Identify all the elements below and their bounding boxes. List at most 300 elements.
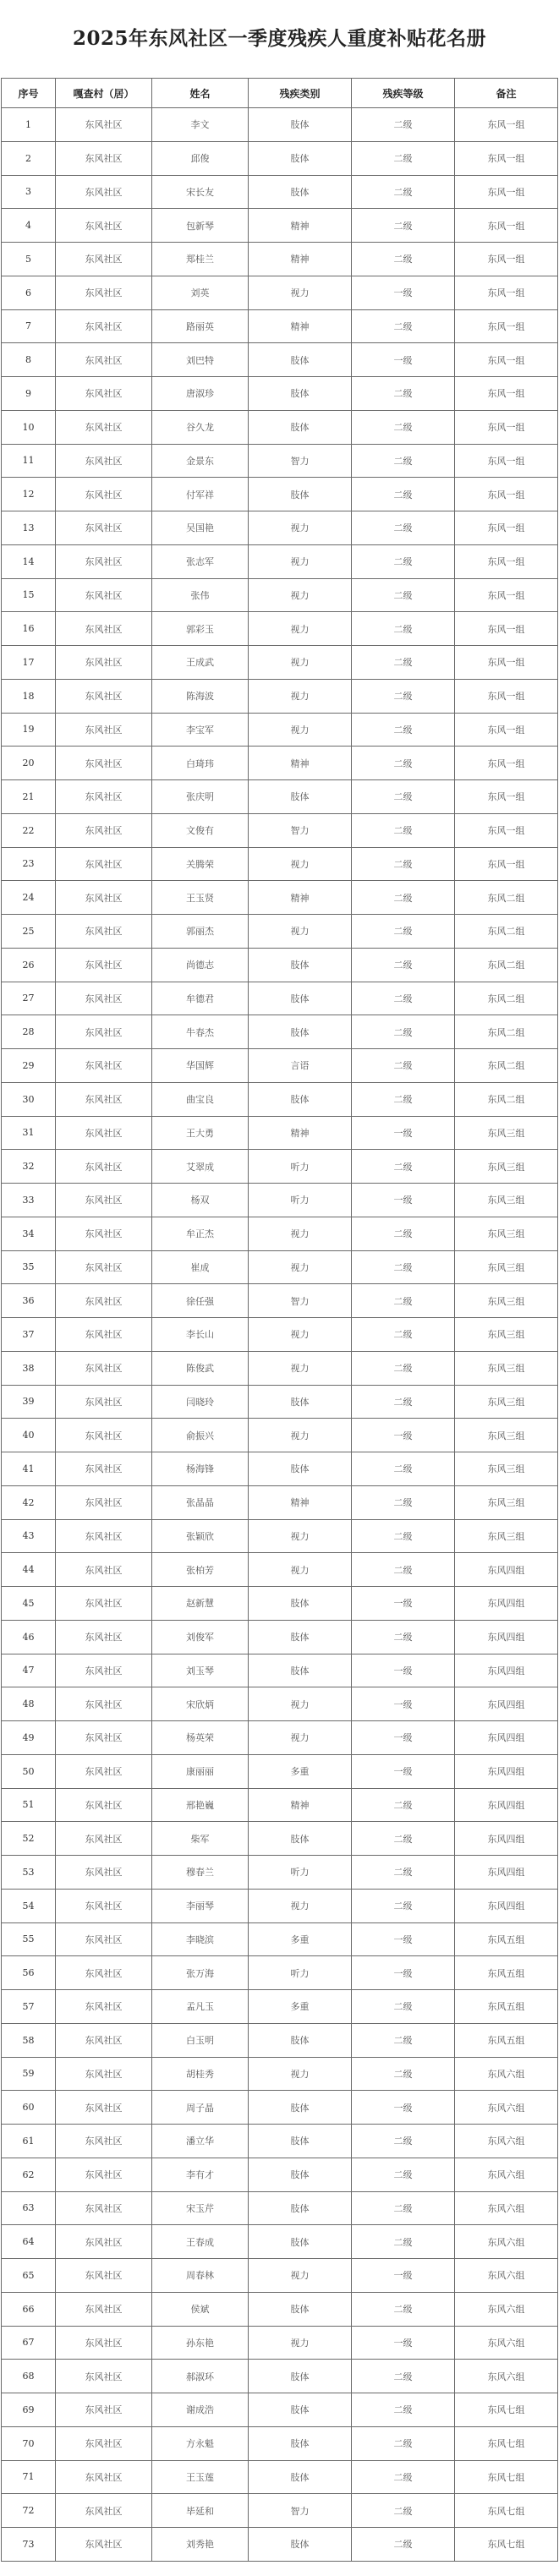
cell-village: 东风社区 (56, 612, 152, 646)
cell-remarks: 东风三组 (455, 1318, 558, 1352)
table-row (2, 1452, 558, 1486)
cell-village: 东风社区 (56, 2426, 152, 2460)
cell-remarks: 东风一组 (455, 679, 558, 713)
cell-remarks: 东风二组 (455, 1015, 558, 1049)
cell-disability-grade: 二级 (352, 1452, 455, 1486)
table-row (2, 2360, 558, 2393)
table-row (2, 679, 558, 713)
cell-disability-grade: 二级 (352, 1788, 455, 1822)
cell-name: 华国辉 (152, 1049, 249, 1083)
cell-disability-type: 肢体 (249, 1822, 352, 1856)
cell-village: 东风社区 (56, 511, 152, 545)
cell-index: 26 (2, 948, 56, 982)
table-row (2, 1049, 558, 1083)
cell-village: 东风社区 (56, 1452, 152, 1486)
cell-disability-grade: 二级 (352, 2494, 455, 2528)
cell-disability-type: 视力 (249, 578, 352, 612)
cell-name: 侯斌 (152, 2292, 249, 2326)
cell-disability-type: 视力 (249, 1889, 352, 1922)
table-row (2, 1856, 558, 1890)
roster-table (1, 78, 558, 2562)
column-header-disability-grade: 残疾等级 (352, 79, 455, 108)
cell-village: 东风社区 (56, 1385, 152, 1419)
cell-index: 23 (2, 847, 56, 881)
table-row (2, 1822, 558, 1856)
cell-disability-grade: 二级 (352, 1889, 455, 1922)
column-header-name: 姓名 (152, 79, 249, 108)
cell-index: 47 (2, 1654, 56, 1687)
cell-disability-type: 肢体 (249, 343, 352, 377)
cell-village: 东风社区 (56, 1116, 152, 1150)
cell-disability-grade: 二级 (352, 646, 455, 680)
cell-name: 宋长友 (152, 175, 249, 209)
column-header-remarks: 备注 (455, 79, 558, 108)
cell-village: 东风社区 (56, 2225, 152, 2259)
cell-index: 70 (2, 2426, 56, 2460)
cell-name: 康丽丽 (152, 1754, 249, 1788)
cell-village: 东风社区 (56, 2393, 152, 2427)
cell-disability-grade: 二级 (352, 377, 455, 411)
cell-disability-type: 视力 (249, 1217, 352, 1250)
table-row (2, 948, 558, 982)
cell-disability-type: 精神 (249, 309, 352, 343)
cell-village: 东风社区 (56, 478, 152, 511)
table-row (2, 2158, 558, 2191)
cell-disability-grade: 一级 (352, 343, 455, 377)
cell-name: 郝淑环 (152, 2360, 249, 2393)
cell-name: 吴国艳 (152, 511, 249, 545)
cell-name: 郑桂兰 (152, 243, 249, 276)
cell-village: 东风社区 (56, 1587, 152, 1621)
cell-disability-type: 精神 (249, 1116, 352, 1150)
cell-index: 3 (2, 175, 56, 209)
cell-remarks: 东风二组 (455, 915, 558, 949)
cell-disability-type: 肢体 (249, 1082, 352, 1116)
table-row (2, 1721, 558, 1755)
cell-village: 东风社区 (56, 847, 152, 881)
cell-village: 东风社区 (56, 1889, 152, 1922)
table-row (2, 108, 558, 142)
column-header-disability-type: 残疾类别 (249, 79, 352, 108)
table-header-row (2, 79, 558, 108)
cell-disability-type: 视力 (249, 2259, 352, 2293)
cell-remarks: 东风一组 (455, 544, 558, 578)
cell-name: 王大勇 (152, 1116, 249, 1150)
cell-name: 牟德君 (152, 982, 249, 1015)
cell-name: 陈海波 (152, 679, 249, 713)
table-row (2, 2225, 558, 2259)
cell-name: 杨双 (152, 1184, 249, 1217)
table-row (2, 1082, 558, 1116)
table-row (2, 2125, 558, 2158)
cell-village: 东风社区 (56, 1553, 152, 1587)
cell-disability-grade: 二级 (352, 747, 455, 780)
cell-name: 张万海 (152, 1956, 249, 1990)
cell-remarks: 东风四组 (455, 1687, 558, 1721)
cell-disability-type: 肢体 (249, 478, 352, 511)
cell-disability-type: 视力 (249, 2057, 352, 2091)
table-row (2, 847, 558, 881)
cell-remarks: 东风一组 (455, 309, 558, 343)
table-row (2, 2494, 558, 2528)
table-row (2, 1116, 558, 1150)
cell-name: 王玉莲 (152, 2460, 249, 2494)
cell-name: 陈俊武 (152, 1351, 249, 1385)
cell-disability-grade: 一级 (352, 1587, 455, 1621)
cell-disability-type: 肢体 (249, 2125, 352, 2158)
cell-disability-type: 精神 (249, 243, 352, 276)
cell-index: 14 (2, 544, 56, 578)
cell-village: 东风社区 (56, 2360, 152, 2393)
cell-disability-grade: 二级 (352, 2125, 455, 2158)
table-row (2, 209, 558, 243)
table-row (2, 1150, 558, 1184)
cell-village: 东风社区 (56, 1318, 152, 1352)
cell-disability-type: 多重 (249, 1754, 352, 1788)
cell-disability-grade: 二级 (352, 1485, 455, 1519)
cell-remarks: 东风四组 (455, 1721, 558, 1755)
cell-remarks: 东风一组 (455, 276, 558, 309)
table-row (2, 2292, 558, 2326)
cell-index: 8 (2, 343, 56, 377)
cell-name: 文俊有 (152, 813, 249, 847)
cell-disability-type: 肢体 (249, 2426, 352, 2460)
cell-village: 东风社区 (56, 1788, 152, 1822)
table-body (2, 108, 558, 2562)
table-row (2, 309, 558, 343)
cell-name: 唐淑珍 (152, 377, 249, 411)
table-row (2, 1184, 558, 1217)
cell-name: 刘俊军 (152, 1620, 249, 1654)
cell-disability-type: 精神 (249, 881, 352, 915)
cell-village: 东风社区 (56, 1015, 152, 1049)
cell-disability-grade: 二级 (352, 2460, 455, 2494)
cell-name: 付军祥 (152, 478, 249, 511)
cell-index: 30 (2, 1082, 56, 1116)
cell-remarks: 东风七组 (455, 2426, 558, 2460)
cell-village: 东风社区 (56, 1754, 152, 1788)
cell-index: 56 (2, 1956, 56, 1990)
cell-index: 25 (2, 915, 56, 949)
cell-village: 东风社区 (56, 377, 152, 411)
cell-index: 10 (2, 410, 56, 444)
cell-name: 李晓滨 (152, 1922, 249, 1956)
cell-disability-grade: 二级 (352, 1150, 455, 1184)
cell-remarks: 东风三组 (455, 1217, 558, 1250)
cell-index: 19 (2, 713, 56, 747)
cell-remarks: 东风一组 (455, 747, 558, 780)
cell-index: 60 (2, 2091, 56, 2125)
cell-name: 关腾荣 (152, 847, 249, 881)
cell-index: 27 (2, 982, 56, 1015)
cell-remarks: 东风四组 (455, 1788, 558, 1822)
cell-index: 66 (2, 2292, 56, 2326)
cell-village: 东风社区 (56, 2460, 152, 2494)
cell-village: 东风社区 (56, 309, 152, 343)
cell-disability-grade: 二级 (352, 578, 455, 612)
cell-name: 邢艳巍 (152, 1788, 249, 1822)
cell-index: 62 (2, 2158, 56, 2191)
cell-name: 张柏芳 (152, 1553, 249, 1587)
cell-village: 东风社区 (56, 1956, 152, 1990)
cell-disability-grade: 二级 (352, 2292, 455, 2326)
cell-name: 王玉贤 (152, 881, 249, 915)
cell-village: 东风社区 (56, 175, 152, 209)
table-row (2, 2528, 558, 2562)
cell-disability-grade: 二级 (352, 108, 455, 142)
cell-disability-grade: 二级 (352, 1620, 455, 1654)
table-row (2, 544, 558, 578)
cell-disability-grade: 一级 (352, 1419, 455, 1452)
cell-name: 张庆明 (152, 780, 249, 814)
cell-disability-grade: 二级 (352, 544, 455, 578)
cell-disability-grade: 二级 (352, 1082, 455, 1116)
cell-disability-type: 肢体 (249, 2460, 352, 2494)
cell-index: 32 (2, 1150, 56, 1184)
table-row (2, 2326, 558, 2360)
table-row (2, 2091, 558, 2125)
cell-name: 崔成 (152, 1250, 249, 1284)
table-row (2, 1553, 558, 1587)
cell-disability-grade: 二级 (352, 2158, 455, 2191)
cell-name: 毕延和 (152, 2494, 249, 2528)
cell-disability-type: 肢体 (249, 982, 352, 1015)
cell-disability-grade: 二级 (352, 141, 455, 175)
cell-disability-type: 肢体 (249, 175, 352, 209)
cell-name: 杨海锋 (152, 1452, 249, 1486)
cell-name: 潘立华 (152, 2125, 249, 2158)
cell-index: 71 (2, 2460, 56, 2494)
table-row (2, 1889, 558, 1922)
cell-name: 孙东艳 (152, 2326, 249, 2360)
cell-index: 9 (2, 377, 56, 411)
table-row (2, 1788, 558, 1822)
table-row (2, 1956, 558, 1990)
cell-disability-grade: 二级 (352, 1318, 455, 1352)
cell-disability-grade: 二级 (352, 2191, 455, 2225)
cell-name: 李宝军 (152, 713, 249, 747)
cell-index: 58 (2, 2023, 56, 2057)
cell-disability-type: 听力 (249, 1184, 352, 1217)
cell-remarks: 东风二组 (455, 1082, 558, 1116)
cell-index: 1 (2, 108, 56, 142)
cell-disability-grade: 二级 (352, 2393, 455, 2427)
cell-village: 东风社区 (56, 679, 152, 713)
cell-disability-type: 肢体 (249, 2091, 352, 2125)
cell-disability-grade: 二级 (352, 243, 455, 276)
cell-index: 15 (2, 578, 56, 612)
cell-village: 东风社区 (56, 2057, 152, 2091)
table-row (2, 2259, 558, 2293)
table-row (2, 1519, 558, 1553)
table-row (2, 2191, 558, 2225)
cell-village: 东风社区 (56, 343, 152, 377)
cell-index: 40 (2, 1419, 56, 1452)
cell-remarks: 东风一组 (455, 175, 558, 209)
cell-name: 张晶晶 (152, 1485, 249, 1519)
cell-index: 63 (2, 2191, 56, 2225)
cell-village: 东风社区 (56, 2326, 152, 2360)
cell-remarks: 东风五组 (455, 1956, 558, 1990)
cell-name: 张颖欣 (152, 1519, 249, 1553)
cell-index: 16 (2, 612, 56, 646)
cell-remarks: 东风六组 (455, 2091, 558, 2125)
column-header-index: 序号 (2, 79, 56, 108)
cell-index: 4 (2, 209, 56, 243)
cell-village: 东风社区 (56, 2494, 152, 2528)
cell-village: 东风社区 (56, 1620, 152, 1654)
table-row (2, 1687, 558, 1721)
cell-disability-grade: 二级 (352, 1856, 455, 1890)
cell-disability-type: 视力 (249, 1351, 352, 1385)
cell-village: 东风社区 (56, 2091, 152, 2125)
table-row (2, 377, 558, 411)
cell-remarks: 东风一组 (455, 141, 558, 175)
cell-disability-grade: 二级 (352, 2426, 455, 2460)
cell-disability-grade: 一级 (352, 1922, 455, 1956)
cell-disability-grade: 二级 (352, 813, 455, 847)
cell-disability-type: 肢体 (249, 2023, 352, 2057)
cell-name: 刘秀艳 (152, 2528, 249, 2562)
cell-name: 刘巴特 (152, 343, 249, 377)
cell-name: 路丽英 (152, 309, 249, 343)
cell-disability-type: 肢体 (249, 1015, 352, 1049)
cell-remarks: 东风六组 (455, 2225, 558, 2259)
cell-index: 69 (2, 2393, 56, 2427)
cell-name: 白琦玮 (152, 747, 249, 780)
cell-name: 郭彩玉 (152, 612, 249, 646)
cell-village: 东风社区 (56, 1687, 152, 1721)
cell-index: 55 (2, 1922, 56, 1956)
cell-disability-grade: 二级 (352, 175, 455, 209)
cell-name: 谢成浩 (152, 2393, 249, 2427)
cell-remarks: 东风二组 (455, 1049, 558, 1083)
cell-village: 东风社区 (56, 1856, 152, 1890)
cell-name: 宋欣炳 (152, 1687, 249, 1721)
cell-remarks: 东风一组 (455, 780, 558, 814)
cell-index: 11 (2, 444, 56, 478)
cell-disability-type: 听力 (249, 1856, 352, 1890)
cell-disability-type: 肢体 (249, 2158, 352, 2191)
cell-village: 东风社区 (56, 1217, 152, 1250)
table-row (2, 915, 558, 949)
cell-name: 李文 (152, 108, 249, 142)
cell-name: 白玉明 (152, 2023, 249, 2057)
cell-disability-type: 肢体 (249, 1654, 352, 1687)
cell-disability-type: 肢体 (249, 2360, 352, 2393)
cell-disability-grade: 二级 (352, 915, 455, 949)
cell-name: 郭丽杰 (152, 915, 249, 949)
cell-name: 谷久龙 (152, 410, 249, 444)
cell-disability-type: 视力 (249, 1721, 352, 1755)
cell-disability-type: 视力 (249, 713, 352, 747)
cell-index: 13 (2, 511, 56, 545)
cell-name: 邱俊 (152, 141, 249, 175)
cell-index: 49 (2, 1721, 56, 1755)
cell-disability-grade: 二级 (352, 780, 455, 814)
cell-name: 徐任强 (152, 1284, 249, 1318)
cell-remarks: 东风四组 (455, 1620, 558, 1654)
cell-remarks: 东风七组 (455, 2494, 558, 2528)
table-row (2, 1990, 558, 2024)
cell-name: 柴军 (152, 1822, 249, 1856)
page-title: 2025年东风社区一季度残疾人重度补贴花名册 (72, 27, 486, 50)
cell-name: 包新琴 (152, 209, 249, 243)
cell-disability-grade: 二级 (352, 309, 455, 343)
cell-name: 宋玉芹 (152, 2191, 249, 2225)
cell-disability-grade: 一级 (352, 276, 455, 309)
cell-disability-type: 视力 (249, 646, 352, 680)
cell-disability-type: 言语 (249, 1049, 352, 1083)
cell-disability-type: 视力 (249, 847, 352, 881)
cell-village: 东风社区 (56, 1184, 152, 1217)
cell-remarks: 东风二组 (455, 881, 558, 915)
table-row (2, 780, 558, 814)
cell-remarks: 东风四组 (455, 1587, 558, 1621)
cell-disability-grade: 二级 (352, 713, 455, 747)
table-row (2, 578, 558, 612)
cell-village: 东风社区 (56, 713, 152, 747)
table-row (2, 1351, 558, 1385)
cell-disability-type: 视力 (249, 2326, 352, 2360)
cell-village: 东风社区 (56, 982, 152, 1015)
cell-remarks: 东风四组 (455, 1856, 558, 1890)
cell-index: 18 (2, 679, 56, 713)
cell-name: 闫晓玲 (152, 1385, 249, 1419)
cell-index: 5 (2, 243, 56, 276)
cell-village: 东风社区 (56, 578, 152, 612)
cell-remarks: 东风三组 (455, 1485, 558, 1519)
cell-disability-grade: 二级 (352, 2225, 455, 2259)
cell-index: 20 (2, 747, 56, 780)
cell-remarks: 东风一组 (455, 410, 558, 444)
cell-disability-type: 视力 (249, 1250, 352, 1284)
cell-remarks: 东风二组 (455, 948, 558, 982)
cell-disability-type: 视力 (249, 1419, 352, 1452)
cell-disability-type: 视力 (249, 1519, 352, 1553)
cell-disability-type: 肢体 (249, 1587, 352, 1621)
cell-disability-type: 视力 (249, 544, 352, 578)
cell-remarks: 东风七组 (455, 2393, 558, 2427)
table-row (2, 982, 558, 1015)
cell-index: 51 (2, 1788, 56, 1822)
table-row (2, 747, 558, 780)
cell-remarks: 东风一组 (455, 108, 558, 142)
cell-remarks: 东风六组 (455, 2259, 558, 2293)
cell-disability-grade: 二级 (352, 511, 455, 545)
cell-remarks: 东风五组 (455, 1922, 558, 1956)
cell-village: 东风社区 (56, 1419, 152, 1452)
cell-disability-type: 肢体 (249, 1452, 352, 1486)
cell-index: 7 (2, 309, 56, 343)
cell-remarks: 东风三组 (455, 1116, 558, 1150)
cell-name: 俞振兴 (152, 1419, 249, 1452)
cell-name: 张志军 (152, 544, 249, 578)
cell-village: 东风社区 (56, 243, 152, 276)
cell-remarks: 东风一组 (455, 343, 558, 377)
cell-disability-grade: 二级 (352, 1250, 455, 1284)
cell-village: 东风社区 (56, 2259, 152, 2293)
cell-index: 39 (2, 1385, 56, 1419)
cell-disability-type: 肢体 (249, 2393, 352, 2427)
cell-name: 李有才 (152, 2158, 249, 2191)
cell-remarks: 东风六组 (455, 2158, 558, 2191)
cell-village: 东风社区 (56, 1351, 152, 1385)
table-row (2, 2023, 558, 2057)
cell-disability-type: 听力 (249, 1150, 352, 1184)
cell-index: 68 (2, 2360, 56, 2393)
cell-remarks: 东风一组 (455, 813, 558, 847)
